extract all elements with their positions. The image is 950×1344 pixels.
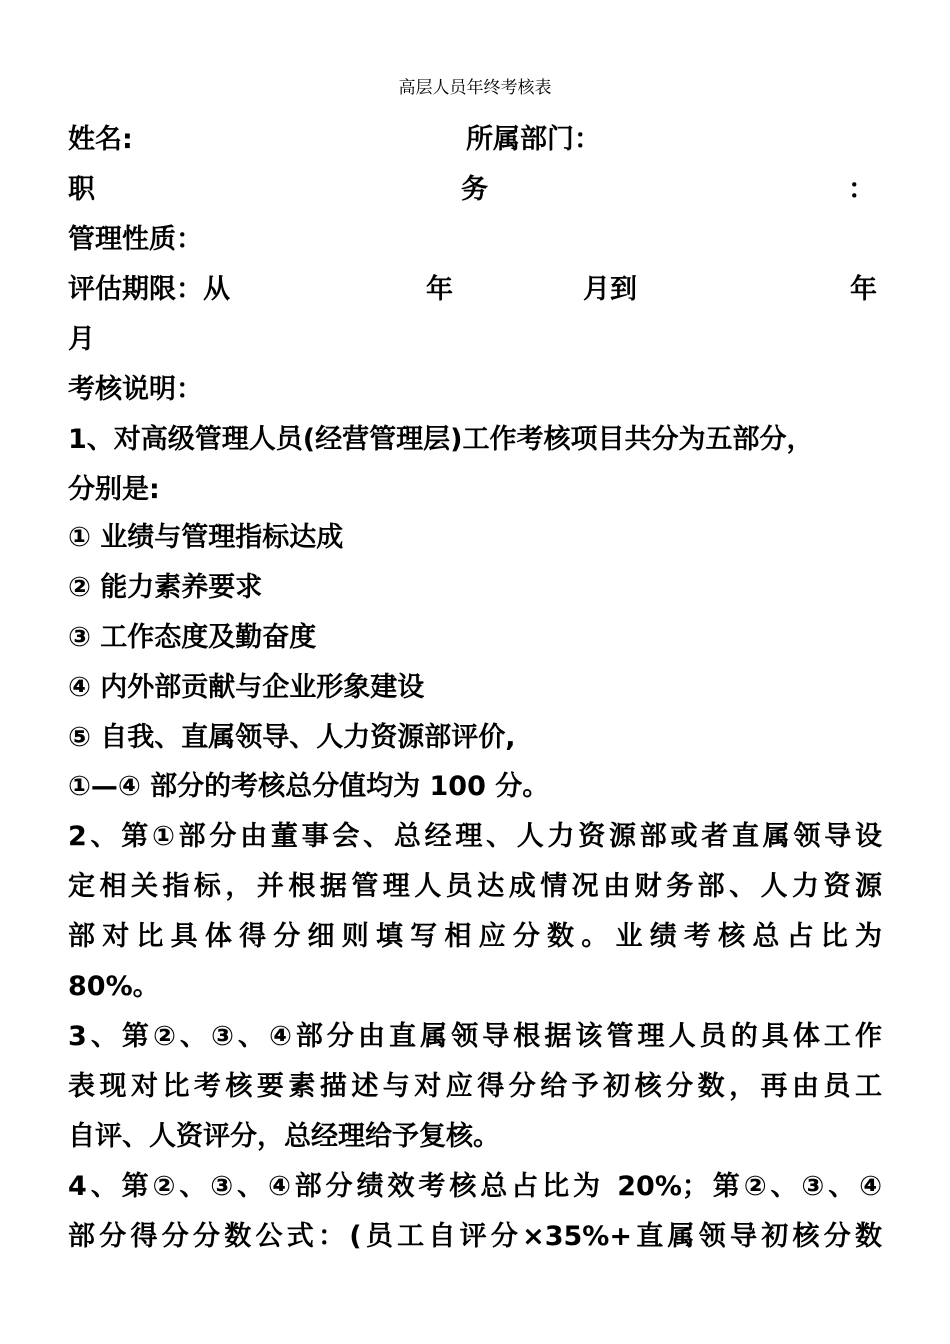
position-label-part1: 职 [68, 174, 95, 205]
part-item-1: ① 业绩与管理指标达成 [68, 522, 344, 553]
name-label: 姓名: [68, 124, 133, 155]
notes-heading: 考核说明： [68, 374, 203, 405]
note-2-line-2: 定相关指标，并根据管理人员达成情况由财务部、人力资源 [68, 871, 882, 902]
note-1-line-1: 1、对高级管理人员(经营管理层)工作考核项目共分为五部分， [68, 424, 814, 455]
department-label: 所属部门： [466, 124, 601, 155]
note-2-line-4: 80%。 [68, 971, 160, 1002]
part-item-4: ④ 内外部贡献与企业形象建设 [68, 672, 425, 703]
note-3-line-2: 表现对比考核要素描述与对应得分给予初核分数，再由员工 [68, 1071, 882, 1102]
note-1-line-2: 分别是: [68, 474, 160, 505]
note-3-line-1: 3、第②、③、④部分由直属领导根据该管理人员的具体工作 [68, 1021, 882, 1052]
part-item-2: ② 能力素养要求 [68, 572, 263, 603]
page-title: 高层人员年终考核表 [398, 78, 552, 98]
period-label: 评估期限：从 [68, 274, 230, 305]
position-label-part2: 务 [461, 174, 488, 205]
period-month-to: 月到 [583, 274, 637, 305]
part-item-5: ⑤ 自我、直属领导、人力资源部评价, [68, 722, 516, 753]
note-2-line-1: 2、第①部分由董事会、总经理、人力资源部或者直属领导设 [68, 821, 882, 852]
note-3-line-3: 自评、人资评分，总经理给予复核。 [68, 1121, 500, 1152]
part-item-3: ③ 工作态度及勤奋度 [68, 622, 317, 653]
period-month-2: 月 [68, 324, 95, 355]
management-nature-label: 管理性质： [68, 224, 203, 255]
note-4-line-2: 部分得分分数公式：(员工自评分×35%+直属领导初核分数 [68, 1221, 882, 1252]
period-year-2: 年 [850, 274, 877, 305]
total-score-line: ①—④ 部分的考核总分值均为 100 分。 [68, 771, 550, 802]
position-colon: ： [848, 174, 875, 205]
note-2-line-3: 部对比具体得分细则填写相应分数。业绩考核总占比为 [68, 921, 882, 952]
period-year-1: 年 [426, 274, 453, 305]
note-4-line-1: 4、第②、③、④部分绩效考核总占比为 20%；第②、③、④ [68, 1171, 882, 1202]
